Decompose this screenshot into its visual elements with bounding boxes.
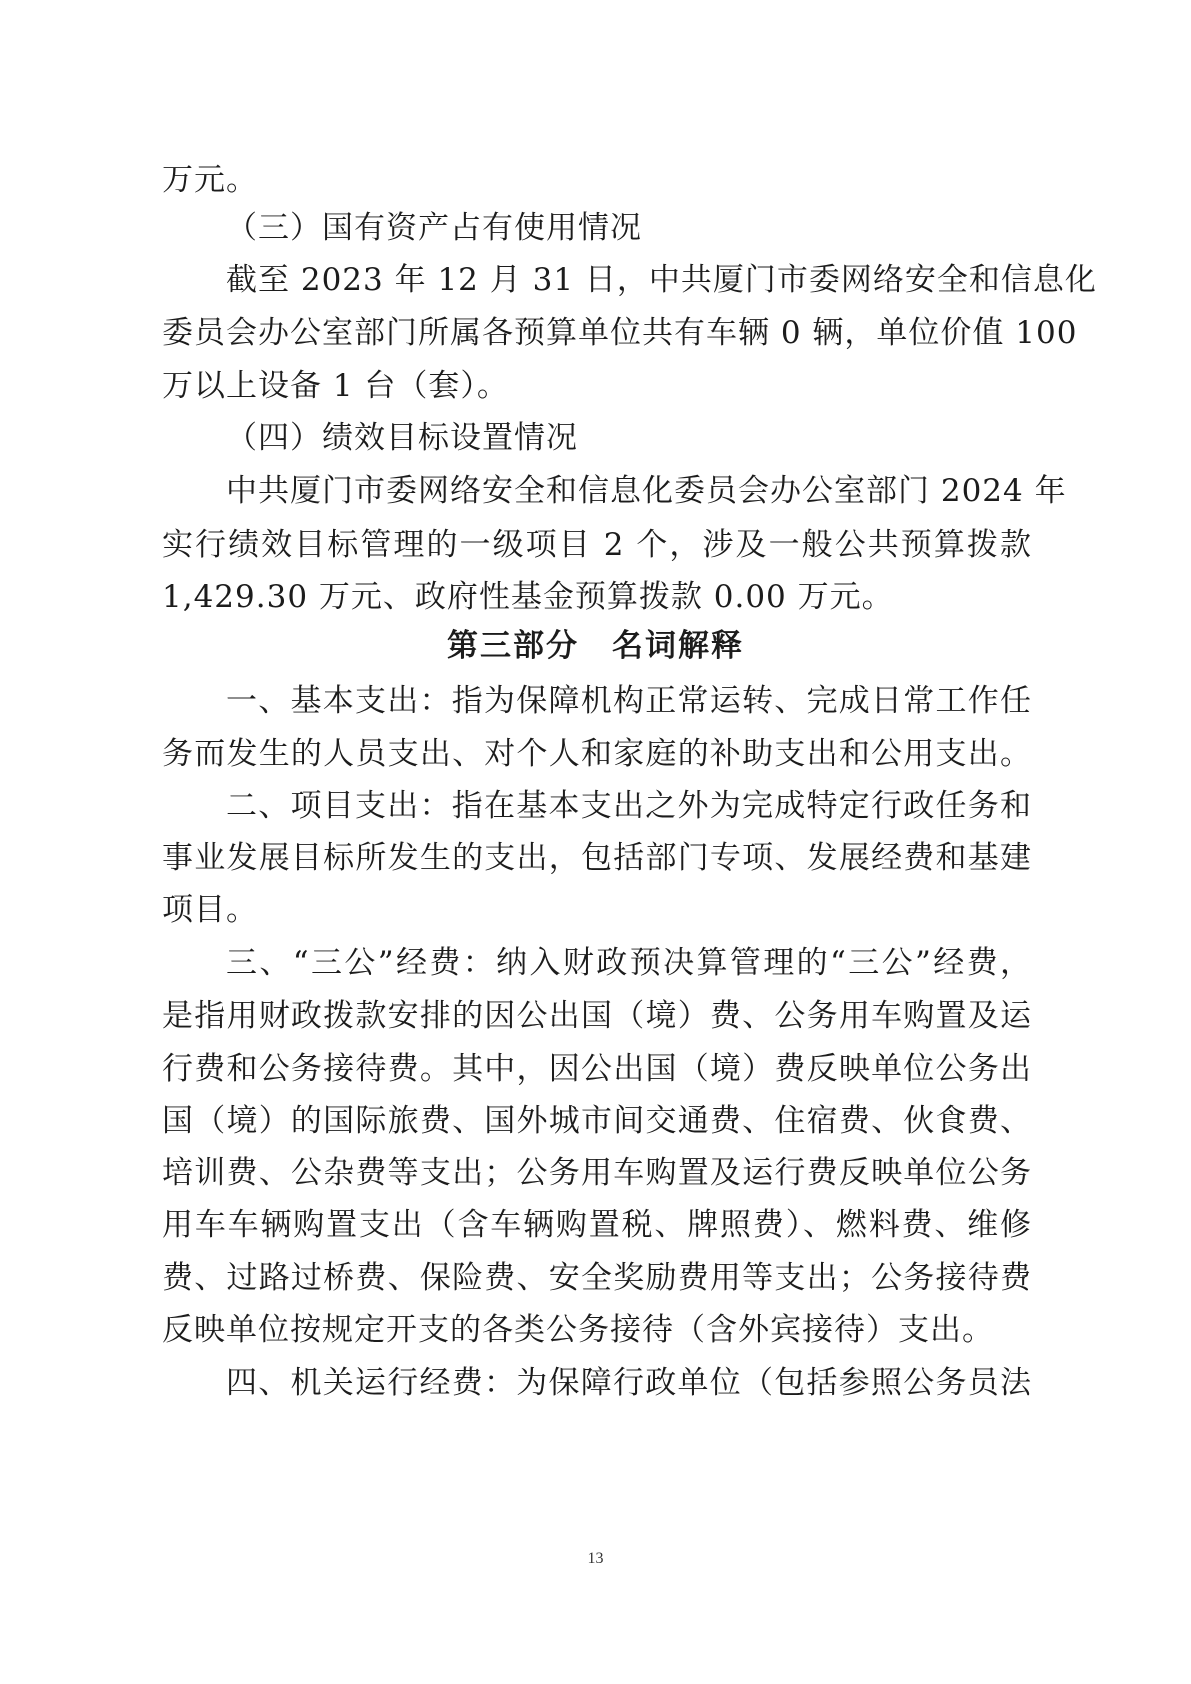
text-line: 行费和公务接待费。其中，因公出国（境）费反映单位公务出	[162, 1051, 1032, 1087]
text-line: 一、基本支出：指为保障机构正常运转、完成日常工作任	[226, 683, 1032, 719]
text-line: 截至 2023 年 12 月 31 日，中共厦门市委网络安全和信息化	[226, 262, 1097, 298]
text-line: 务而发生的人员支出、对个人和家庭的补助支出和公用支出。	[162, 736, 1032, 772]
text-line: 是指用财政拨款安排的因公出国（境）费、公务用车购置及运	[162, 998, 1032, 1034]
part-heading: 第三部分 名词解释	[447, 628, 744, 664]
text-line: 四、机关运行经费：为保障行政单位（包括参照公务员法	[226, 1365, 1032, 1401]
text-line: 费、过路过桥费、保险费、安全奖励费用等支出；公务接待费	[162, 1260, 1032, 1296]
text-line: 用车车辆购置支出（含车辆购置税、牌照费）、燃料费、维修	[162, 1207, 1032, 1243]
text-line: 项目。	[162, 892, 258, 928]
text-line: 事业发展目标所发生的支出，包括部门专项、发展经费和基建	[162, 840, 1032, 876]
text-line: 培训费、公杂费等支出；公务用车购置及运行费反映单位公务	[162, 1155, 1032, 1191]
page-number: 13	[587, 1550, 604, 1567]
text-line: 反映单位按规定开支的各类公务接待（含外宾接待）支出。	[162, 1312, 994, 1348]
text-line: 中共厦门市委网络安全和信息化委员会办公室部门 2024 年	[226, 473, 1067, 509]
text-line: 国（境）的国际旅费、国外城市间交通费、住宿费、伙食费、	[162, 1103, 1032, 1139]
section-heading: （四）绩效目标设置情况	[226, 420, 578, 456]
text-line: 万元。	[162, 162, 258, 198]
text-line: 1,429.30 万元、政府性基金预算拨款 0.00 万元。	[162, 579, 894, 615]
text-line: 万以上设备 1 台（套）。	[162, 368, 509, 404]
text-line: 三、“三公”经费：纳入财政预决算管理的“三公”经费，	[226, 945, 1032, 981]
text-line: 委员会办公室部门所属各预算单位共有车辆 0 辆，单位价值 100	[162, 315, 1078, 351]
text-line: 实行绩效目标管理的一级项目 2 个，涉及一般公共预算拨款	[162, 527, 1032, 563]
text-line: 二、项目支出：指在基本支出之外为完成特定行政任务和	[226, 788, 1032, 824]
section-heading: （三）国有资产占有使用情况	[226, 210, 642, 246]
